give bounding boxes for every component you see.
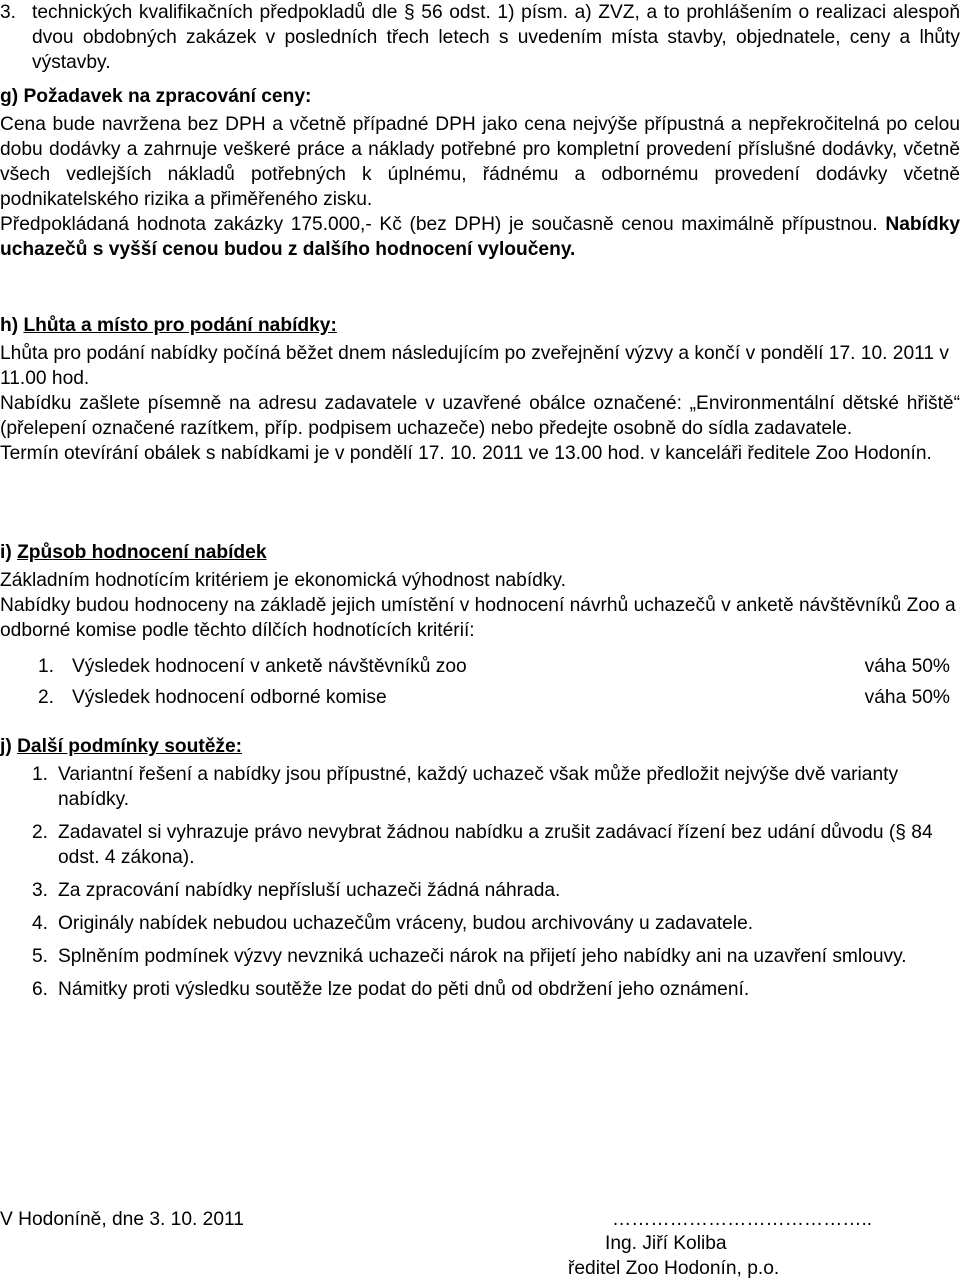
- criteria-weight: váha 50%: [864, 656, 950, 677]
- section-h-deadline: Lhůta pro podání nabídky počíná běžet dnem následujícím po zveřejnění výzvy a končí v pondělí 17. 10. 2011 v 11.00 hod.: [0, 343, 949, 389]
- condition-number: 3.: [32, 880, 49, 901]
- exclusion-note: Nabídky uchazečů s vyšší cenou budou z dalšího hodnocení vyloučeny.: [0, 214, 960, 260]
- condition-item: [0, 977, 960, 1002]
- condition-number: 1.: [32, 764, 49, 785]
- condition-item: [0, 762, 960, 812]
- section-h-submission: Nabídku zašlete písemně na adresu zadavatele v uzavřené obálce označené: „Environmentální dětské hřiště“ (přelepení označené razítkem, příp. podpisem uchazeče) nebo předejte osobně do sídla zadavatele.: [0, 393, 960, 439]
- section-j: [0, 734, 960, 1010]
- requirement-item-3: [0, 0, 960, 75]
- condition-item: [0, 820, 960, 870]
- section-g: [0, 84, 960, 262]
- signatory-name: Ing. Jiří Koliba: [605, 1233, 727, 1254]
- section-g-heading: g) Požadavek na zpracování ceny:: [0, 86, 312, 107]
- place-and-date: V Hodoníně, dne 3. 10. 2011: [0, 1209, 244, 1230]
- section-g-estimated-value: [0, 212, 960, 262]
- section-h-opening: Termín otevírání obálek s nabídkami je v pondělí 17. 10. 2011 ve 13.00 hod. v kanceláři ředitele Zoo Hodonín.: [0, 443, 932, 464]
- criteria-row: [0, 654, 960, 679]
- item-number: 3.: [0, 2, 17, 23]
- item-text: technických kvalifikačních předpokladů dle § 56 odst. 1) písm. a) ZVZ, a to prohlášením o realizaci alespoň dvou obdobných zakázek v posledních třech letech s uvedením místa stavby, objednatele, ceny a lhůty výstavby.: [32, 2, 960, 73]
- signatory-title: ředitel Zoo Hodonín, p.o.: [568, 1258, 780, 1279]
- section-g-price-paragraph: Cena bude navržena bez DPH a včetně případné DPH jako cena nejvýše přípustná a nepřekročitelná po celou dobu dodávky a zahrnuje veškeré práce a náklady potřebné pro kompletní provedení příslušné dodávky, včetně všech vedlejších nákladů potřebných k úplnému, řádnému a odbornému provedení dodávky včetně podnikatelského rizika a přiměřeného zisku.: [0, 114, 960, 210]
- condition-number: 6.: [32, 979, 49, 1000]
- section-i-heading: i) Způsob hodnocení nabídek: [0, 542, 267, 563]
- criteria-number: 1.: [38, 656, 55, 677]
- condition-item: [0, 878, 960, 903]
- criteria-number: 2.: [38, 687, 55, 708]
- condition-text: Variantní řešení a nabídky jsou přípustné, každý uchazeč však může předložit nejvýše dvě varianty nabídky.: [58, 764, 899, 810]
- section-i-criterion: Základním hodnotícím kritériem je ekonomická výhodnost nabídky.: [0, 570, 566, 591]
- section-h: [0, 313, 960, 466]
- criteria-text: Výsledek hodnocení v anketě návštěvníků zoo: [72, 656, 467, 677]
- section-j-heading: j) Další podmínky soutěže:: [0, 736, 243, 757]
- condition-text: Za zpracování nabídky nepřísluší uchazeči žádná náhrada.: [58, 880, 561, 901]
- section-i-evaluation: Nabídky budou hodnoceny na základě jejich umístění v hodnocení návrhů uchazečů v anketě návštěvníků Zoo a odborné komise podle těchto dílčích hodnotících kritérií:: [0, 595, 956, 641]
- section-i: [0, 540, 960, 643]
- criteria-weight: váha 50%: [864, 687, 950, 708]
- signature-line: …………………………………..: [612, 1209, 873, 1230]
- condition-text: Zadavatel si vyhrazuje právo nevybrat žádnou nabídku a zrušit zadávací řízení bez udání důvodu (§ 84 odst. 4 zákona).: [58, 822, 933, 868]
- criteria-text: Výsledek hodnocení odborné komise: [72, 687, 387, 708]
- condition-item: [0, 944, 960, 969]
- condition-number: 5.: [32, 946, 49, 967]
- condition-item: [0, 911, 960, 936]
- condition-text: Splněním podmínek výzvy nevzniká uchazeči nárok na přijetí jeho nabídky ani na uzavření smlouvy.: [58, 946, 907, 967]
- section-h-heading: h) Lhůta a místo pro podání nabídky:: [0, 315, 337, 336]
- estimated-value-text: Předpokládaná hodnota zakázky 175.000,- Kč (bez DPH) je současně cenou maximálně přípustnou.: [0, 214, 878, 235]
- condition-text: Námitky proti výsledku soutěže lze podat do pěti dnů od obdržení jeho oznámení.: [58, 979, 750, 1000]
- condition-text: Originály nabídek nebudou uchazečům vráceny, budou archivovány u zadavatele.: [58, 913, 754, 934]
- criteria-row: [0, 685, 960, 710]
- condition-number: 4.: [32, 913, 49, 934]
- condition-number: 2.: [32, 822, 49, 843]
